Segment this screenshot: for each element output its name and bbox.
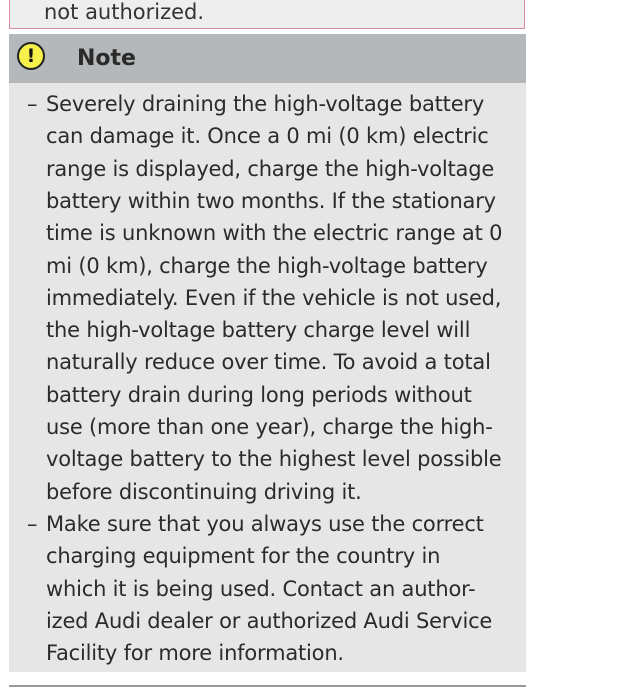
exclamation-circle-icon: !	[17, 42, 45, 70]
note-item-line: range is displayed, charge the high-voltage	[46, 156, 495, 181]
note-item-line: Facility for more information.	[46, 641, 344, 666]
note-item-line: Severely draining the high-voltage battery	[46, 92, 485, 116]
note-item-line: battery within two months. If the stationary	[46, 188, 496, 213]
note-item-line: can damage it. Once a 0 mi (0 km) electric	[46, 124, 489, 149]
note-item-line: before discontinuing driving it.	[46, 479, 362, 504]
list-bullet: –	[27, 92, 38, 116]
note-item-line: mi (0 km), charge the high-voltage battery	[46, 253, 488, 278]
divider	[9, 685, 526, 687]
note-item-line: time is unknown with the electric range at 0	[46, 221, 503, 246]
note-item-line: immediately. Even if the vehicle is not used,	[46, 285, 502, 310]
note-item-line: use (more than one year), charge the high-	[46, 415, 493, 439]
note-item-line: charging equipment for the country in	[46, 544, 441, 569]
note-item-line: ized Audi dealer or authorized Audi Service	[46, 608, 493, 633]
note-item-line: voltage battery to the highest level possible	[46, 447, 502, 472]
note-item-line: naturally reduce over time. To avoid a total	[46, 350, 491, 375]
note-item-line: the high-voltage battery charge level will	[46, 318, 471, 343]
note-title: Note	[77, 46, 136, 71]
note-item-line: battery drain during long periods without	[46, 382, 472, 407]
note-item-line: which it is being used. Contact an author-	[46, 576, 476, 601]
previous-warning-box	[9, 0, 525, 29]
note-item-line: Make sure that you always use the correct	[46, 511, 484, 536]
note-header	[9, 34, 526, 83]
previous-box-text: not authorized.	[44, 0, 205, 24]
note-body	[9, 83, 526, 672]
list-bullet: –	[27, 511, 38, 536]
